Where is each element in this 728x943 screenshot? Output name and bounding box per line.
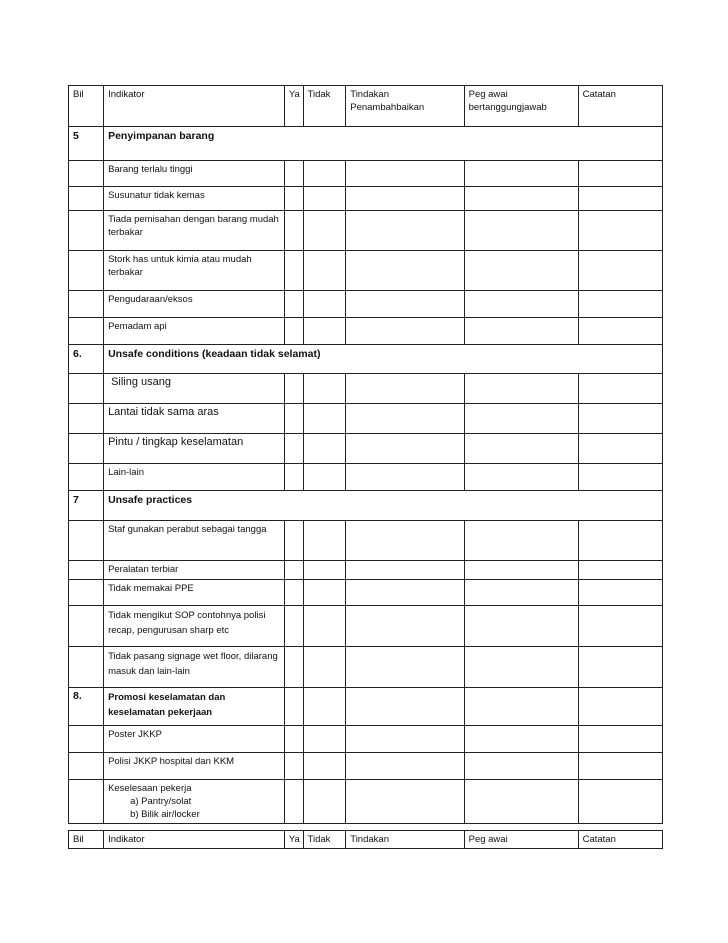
tidak-cell[interactable] [303,647,346,688]
pegawai-cell[interactable] [464,688,578,726]
indicator-text: Peralatan terbiar [104,561,285,580]
col-catatan: Catatan [578,831,662,849]
catatan-cell[interactable] [578,726,662,753]
pegawai-cell[interactable] [464,464,578,491]
tidak-cell[interactable] [303,251,346,291]
pegawai-cell[interactable] [464,561,578,580]
pegawai-line2: bertanggungjawab [468,102,547,113]
table-row [69,606,663,647]
col-catatan: Catatan [578,86,662,127]
catatan-cell[interactable] [578,780,662,824]
catatan-cell[interactable] [578,374,662,404]
col-tidak: Tidak [303,831,346,849]
tidak-cell[interactable] [303,161,346,187]
indicator-text: Pengudaraan/eksos [104,291,285,318]
tidak-cell[interactable] [303,291,346,318]
tindakan-cell[interactable] [346,580,464,606]
indicator-text: Staf gunakan perabut sebagai tangga [104,521,285,561]
section-title: Promosi keselamatan dan keselamatan pekerjaan [104,688,285,726]
sub-item-bilik-air: b) Bilik air/locker [130,809,200,820]
sub-list [108,795,280,821]
indicator-text: Poster JKKP [104,726,285,753]
indicator-text: Tiada pemisahan dengan barang mudah terbakar [104,211,285,251]
table-row [69,780,663,824]
catatan-cell[interactable] [578,561,662,580]
col-ya: Ya [284,831,303,849]
col-indikator: Indikator [104,86,285,127]
tindakan-cell[interactable] [346,161,464,187]
table-row [69,561,663,580]
pegawai-cell[interactable] [464,606,578,647]
indicator-text: Tidak memakai PPE [104,580,285,606]
ya-cell[interactable] [284,374,303,404]
tindakan-cell[interactable] [346,318,464,345]
pegawai-cell[interactable] [464,211,578,251]
indicator-text: Pemadam api [104,318,285,345]
tidak-cell[interactable] [303,580,346,606]
pegawai-cell[interactable] [464,187,578,211]
table-row [69,187,663,211]
tindakan-cell[interactable] [346,434,464,464]
section-row [69,491,663,521]
pegawai-line1: Peg awai [468,89,508,100]
header-row [69,86,663,127]
ya-cell[interactable] [284,521,303,561]
table-row [69,521,663,561]
table-row [69,161,663,187]
catatan-cell[interactable] [578,291,662,318]
tidak-cell[interactable] [303,521,346,561]
tindakan-cell[interactable] [346,404,464,434]
tindakan-cell[interactable] [346,726,464,753]
pegawai-cell[interactable] [464,580,578,606]
tindakan-cell[interactable] [346,606,464,647]
catatan-cell[interactable] [578,647,662,688]
indicator-text: Lantai tidak sama aras [104,404,285,434]
ya-cell[interactable] [284,251,303,291]
tidak-cell[interactable] [303,561,346,580]
section-title: Unsafe practices [104,491,663,521]
pegawai-cell[interactable] [464,753,578,780]
section-number: 7 [69,491,104,521]
tidak-cell[interactable] [303,374,346,404]
tidak-cell[interactable] [303,464,346,491]
ya-cell[interactable] [284,688,303,726]
col-tindakan: Tindakan [346,831,464,849]
tindakan-cell[interactable] [346,374,464,404]
tindakan-cell[interactable] [346,291,464,318]
table-row [69,318,663,345]
tidak-cell[interactable] [303,753,346,780]
col-ya: Ya [284,86,303,127]
ya-cell[interactable] [284,464,303,491]
tindakan-cell[interactable] [346,753,464,780]
tidak-cell[interactable] [303,434,346,464]
table-row [69,464,663,491]
pegawai-cell[interactable] [464,374,578,404]
section-number: 5 [69,127,104,161]
table-row [69,580,663,606]
ya-cell[interactable] [284,291,303,318]
pegawai-cell[interactable] [464,647,578,688]
catatan-cell[interactable] [578,688,662,726]
ya-cell[interactable] [284,318,303,345]
pegawai-cell[interactable] [464,521,578,561]
catatan-cell[interactable] [578,404,662,434]
section-title: Penyimpanan barang [104,127,663,161]
table-row [69,404,663,434]
tindakan-cell[interactable] [346,647,464,688]
tidak-cell[interactable] [303,211,346,251]
indicator-text: Susunatur tidak kemas [104,187,285,211]
pegawai-cell[interactable] [464,251,578,291]
tidak-cell[interactable] [303,688,346,726]
pegawai-cell[interactable] [464,726,578,753]
catatan-cell[interactable] [578,211,662,251]
tindakan-line1: Tindakan [350,89,389,100]
table-row [69,647,663,688]
catatan-cell[interactable] [578,464,662,491]
ya-cell[interactable] [284,647,303,688]
ya-cell[interactable] [284,404,303,434]
col-pegawai [464,86,578,127]
table-row [69,434,663,464]
ya-cell[interactable] [284,606,303,647]
indicator-text: Polisi JKKP hospital dan KKM [104,753,285,780]
table-row [69,753,663,780]
indicator-text: Barang terlalu tinggi [104,161,285,187]
col-indikator: Indikator [104,831,285,849]
pegawai-cell[interactable] [464,404,578,434]
indicator-text: Tidak pasang signage wet floor, dilarang masuk dan lain-lain [104,647,285,688]
section-row [69,345,663,374]
tindakan-cell[interactable] [346,521,464,561]
table-row [69,688,663,726]
catatan-cell[interactable] [578,251,662,291]
ya-cell[interactable] [284,753,303,780]
checklist-table [68,85,663,824]
tindakan-cell[interactable] [346,561,464,580]
section-number: 6. [69,345,104,374]
tidak-cell[interactable] [303,726,346,753]
tindakan-cell[interactable] [346,187,464,211]
catatan-cell[interactable] [578,753,662,780]
section-row [69,127,663,161]
table-row [69,211,663,251]
ya-cell[interactable] [284,726,303,753]
col-tindakan [346,86,464,127]
pegawai-cell[interactable] [464,161,578,187]
ya-cell[interactable] [284,434,303,464]
pegawai-cell[interactable] [464,434,578,464]
tindakan-cell[interactable] [346,211,464,251]
tindakan-cell[interactable] [346,464,464,491]
table-row [69,291,663,318]
pegawai-cell[interactable] [464,318,578,345]
keselesaan-label: Keselesaan pekerja [108,783,192,794]
catatan-cell[interactable] [578,521,662,561]
section-title: Unsafe conditions (keadaan tidak selamat) [104,345,663,374]
col-bil: Bil [69,86,104,127]
indicator-text: Tidak mengikut SOP contohnya polisi recap, pengurusan sharp etc [104,606,285,647]
indicator-text: Stork has untuk kimia atau mudah terbakar [104,251,285,291]
catatan-cell[interactable] [578,580,662,606]
table-row [69,374,663,404]
ya-cell[interactable] [284,580,303,606]
col-tidak: Tidak [303,86,346,127]
tindakan-line2: Penambahbaikan [350,102,425,113]
indicator-text [104,780,285,824]
col-bil: Bil [69,831,104,849]
sub-item-pantry: a) Pantry/solat [130,796,192,807]
tidak-cell[interactable] [303,780,346,824]
catatan-cell[interactable] [578,187,662,211]
tindakan-cell[interactable] [346,780,464,824]
pegawai-cell[interactable] [464,291,578,318]
tidak-cell[interactable] [303,404,346,434]
footer-header-table [68,830,663,849]
ya-cell[interactable] [284,161,303,187]
catatan-cell[interactable] [578,434,662,464]
ya-cell[interactable] [284,561,303,580]
col-pegawai: Peg awai [464,831,578,849]
catatan-cell[interactable] [578,606,662,647]
table-row [69,726,663,753]
ya-cell[interactable] [284,780,303,824]
ya-cell[interactable] [284,187,303,211]
catatan-cell[interactable] [578,318,662,345]
tindakan-cell[interactable] [346,688,464,726]
tindakan-cell[interactable] [346,251,464,291]
pegawai-cell[interactable] [464,780,578,824]
catatan-cell[interactable] [578,161,662,187]
indicator-text: Siling usang [104,374,285,404]
tidak-cell[interactable] [303,187,346,211]
table-row [69,251,663,291]
footer-header-row [69,831,663,849]
section-number: 8. [69,688,104,726]
indicator-text: Pintu / tingkap keselamatan [104,434,285,464]
ya-cell[interactable] [284,211,303,251]
indicator-text: Lain-lain [104,464,285,491]
tidak-cell[interactable] [303,606,346,647]
tidak-cell[interactable] [303,318,346,345]
